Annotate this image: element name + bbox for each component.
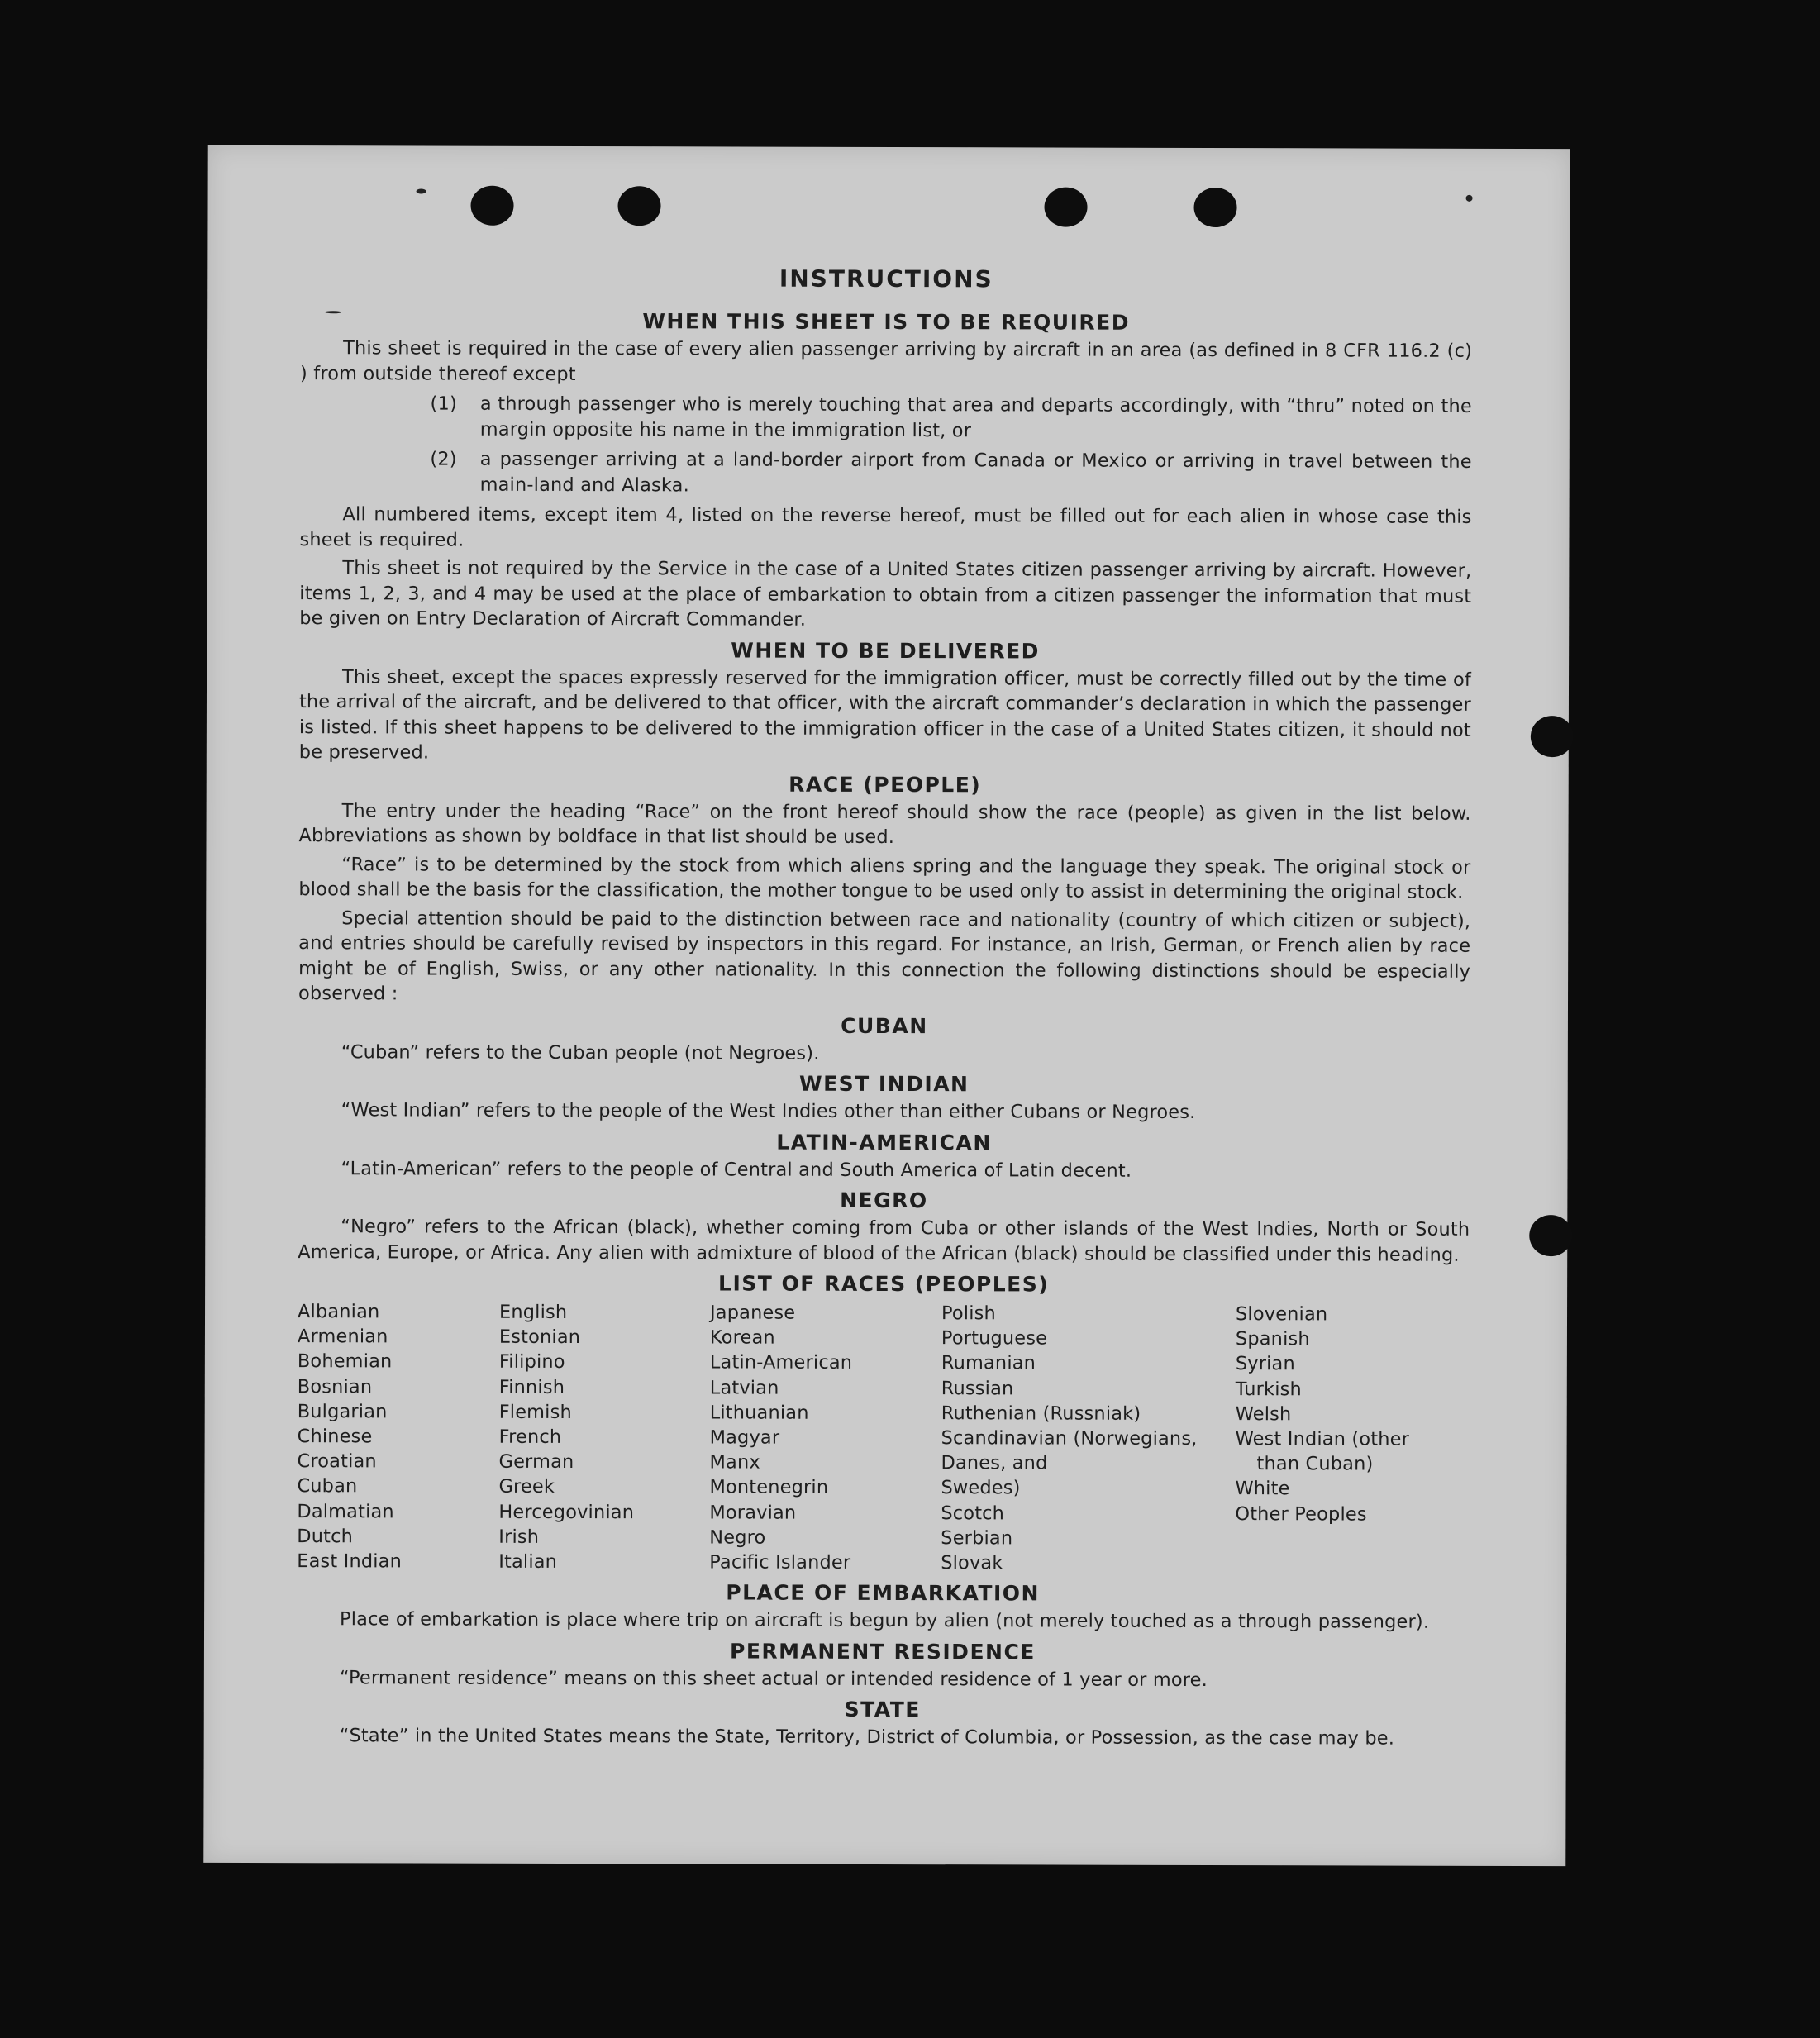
race-entry: Pacific Islander — [709, 1551, 851, 1574]
race-entry: Irish — [498, 1526, 540, 1548]
race-entry: Croatian — [297, 1450, 377, 1473]
section-heading: RACE (PEOPLE) — [789, 772, 982, 797]
instructions-body — [297, 261, 1473, 1755]
race-entry: Bulgarian — [297, 1400, 388, 1423]
race-entry: Bosnian — [297, 1375, 373, 1398]
race-entry: Turkish — [1235, 1378, 1302, 1400]
races-column — [297, 1299, 499, 1574]
page-title: INSTRUCTIONS — [779, 264, 993, 293]
race-entry: Other Peoples — [1235, 1502, 1367, 1526]
section-heading: CUBAN — [841, 1013, 928, 1038]
section-heading: WHEN THIS SHEET IS TO BE REQUIRED — [642, 309, 1131, 335]
race-entry: Latin-American — [709, 1351, 853, 1374]
punch-hole — [470, 186, 513, 226]
race-entry: Magyar — [709, 1426, 780, 1449]
race-entry: Polish — [941, 1302, 996, 1325]
paragraph: This sheet, except the spaces expressly reserved for the immigration officer, must be correctly filled out by the time of the arrival of the aircraft, and be delivered to that officer, with the aircraft commander’s declaration in which the passenger is listed. If this sheet happens to be delivered to the immigration officer in the case of a United States citizen, it should not be preserved. — [298, 665, 1472, 764]
paragraph: “Cuban” refers to the Cuban people (not Negroes). — [341, 1040, 820, 1064]
race-entry: English — [498, 1301, 568, 1323]
race-entry: Finnish — [498, 1376, 565, 1398]
race-entry: Serbian — [941, 1527, 1013, 1550]
paragraph: This sheet is not required by the Service in the case of a United States citizen passenger arriving by aircraft. However, items 1, 2, 3, and 4 may be used at the place of embarkation to obtain from a citizen passenger the information that must be given on Entry Declaration of Aircraft Commander. — [299, 557, 1472, 631]
race-entry: Flemish — [498, 1401, 572, 1423]
race-entry: Italian — [498, 1550, 558, 1573]
race-entry: Hercegovinian — [498, 1501, 635, 1523]
section-heading: WEST INDIAN — [798, 1071, 970, 1097]
section-heading: WHEN TO BE DELIVERED — [731, 638, 1040, 663]
paragraph: All numbered items, except item 4, listed on the reverse hereof, must be filled out for each alien in whose case this sheet is required. — [299, 503, 1472, 551]
races-column — [709, 1300, 941, 1575]
section-heading: NEGRO — [840, 1188, 928, 1213]
punch-hole — [1193, 188, 1236, 227]
race-entry: Danes, and — [941, 1452, 1048, 1474]
section-heading: PERMANENT RESIDENCE — [729, 1639, 1036, 1664]
document-page — [203, 145, 1570, 1866]
punch-hole — [1531, 716, 1574, 757]
race-entry: Scotch — [941, 1502, 1005, 1524]
paragraph: “West Indian” refers to the people of the West Indies other than either Cubans or Negroes. — [341, 1099, 1196, 1123]
speck — [1466, 195, 1473, 202]
races-column — [1235, 1302, 1470, 1577]
race-entry: Scandinavian (Norwegians, — [941, 1427, 1198, 1450]
section-heading: STATE — [844, 1698, 921, 1722]
section-heading: LATIN-AMERICAN — [776, 1130, 992, 1155]
race-entry: Cuban — [297, 1475, 358, 1498]
paragraph: “Negro” refers to the African (black), whether coming from Cuba or other islands of the West Indies, North or South America, Europe, or Africa. Any alien with admixture of blood of the African (black) should be classified under this heading. — [298, 1216, 1470, 1266]
punch-hole — [1044, 187, 1087, 226]
race-entry: Lithuanian — [709, 1402, 809, 1424]
races-column — [498, 1300, 710, 1575]
item-text: a through passenger who is merely touching that area and departs accordingly, with “thru” noted on the margin opposite his name in the immigration list, or — [479, 393, 1472, 441]
race-entry: Latvian — [709, 1377, 779, 1399]
race-entry: Syrian — [1235, 1353, 1295, 1375]
item-text: a passenger arriving at a land-border airport from Canada or Mexico or arriving in travel between the main-land and Alaska. — [479, 448, 1472, 496]
race-entry: Korean — [709, 1326, 775, 1349]
item-number: (2) — [430, 448, 457, 470]
paragraph: Place of embarkation is place where trip on aircraft is begun by alien (not merely touched as a through passenger). — [340, 1608, 1430, 1633]
section-heading: LIST OF RACES (PEOPLES) — [718, 1271, 1050, 1297]
race-entry: Dalmatian — [297, 1500, 394, 1523]
race-entry: Rumanian — [941, 1352, 1036, 1374]
punch-hole — [617, 186, 660, 226]
item-number: (1) — [430, 393, 457, 415]
race-entry: Welsh — [1235, 1402, 1292, 1426]
race-entry: Filipino — [498, 1351, 565, 1374]
paragraph: This sheet is required in the case of every alien passenger arriving by aircraft in an area (as defined in 8 CFR 116.2 (c) ) from outside thereof except — [299, 337, 1473, 385]
races-list — [297, 1299, 1470, 1577]
race-entry: French — [498, 1426, 562, 1448]
race-entry: Estonian — [498, 1326, 581, 1349]
punch-hole — [1529, 1215, 1572, 1256]
race-entry: Russian — [941, 1377, 1014, 1400]
paragraph: The entry under the heading “Race” on the front hereof should show the race (people) as given in the list below. Abbreviations as shown by boldface in that list should be used. — [298, 799, 1471, 849]
race-entry: German — [498, 1450, 574, 1474]
paragraph: “State” in the United States means the State, Territory, District of Columbia, or Possession, as the case may be. — [339, 1725, 1395, 1750]
list-item — [300, 446, 1472, 500]
race-entry: Swedes) — [941, 1477, 1021, 1499]
speck — [417, 189, 426, 194]
race-entry: East Indian — [297, 1550, 403, 1573]
race-entry: Slovenian — [1235, 1303, 1328, 1326]
paragraph: Special attention should be paid to the distinction between race and nationality (country of which citizen or subject), and entries should be carefully revised by inspectors in this regard. For instance, an Irish, German, or French alien by race might be of English, Swiss, or any other nationality. In this connection the following distinctions should be especially observed : — [298, 907, 1471, 1005]
race-entry: Spanish — [1235, 1328, 1310, 1350]
race-entry: White — [1235, 1478, 1290, 1500]
paragraph: “Race” is to be determined by the stock from which aliens spring and the language they speak. The original stock or blood shall be the basis for the classification, the mother tongue to be used only to assist in determining the original stock. — [298, 853, 1471, 903]
race-entry: Slovak — [941, 1552, 1003, 1574]
section-heading: PLACE OF EMBARKATION — [726, 1580, 1041, 1606]
race-entry: West Indian (other — [1235, 1428, 1410, 1450]
paragraph: “Permanent residence” means on this sheet actual or intended residence of 1 year or more. — [339, 1667, 1208, 1691]
race-entry: Negro — [709, 1526, 766, 1549]
race-entry: Dutch — [297, 1525, 354, 1548]
race-entry: Montenegrin — [709, 1476, 829, 1499]
race-entry: than Cuban) — [1256, 1453, 1374, 1475]
race-entry: Bohemian — [297, 1350, 393, 1373]
race-entry: Greek — [498, 1476, 555, 1498]
races-column — [941, 1301, 1236, 1576]
race-entry: Chinese — [297, 1426, 373, 1448]
paragraph: “Latin-American” refers to the people of Central and South America of Latin decent. — [341, 1157, 1132, 1182]
race-entry: Manx — [709, 1451, 760, 1474]
race-entry: Japanese — [709, 1302, 796, 1324]
race-entry: Albanian — [297, 1301, 380, 1323]
race-entry: Ruthenian (Russniak) — [941, 1402, 1141, 1425]
list-item — [300, 391, 1472, 445]
race-entry: Moravian — [709, 1502, 797, 1524]
race-entry: Portuguese — [941, 1327, 1048, 1350]
race-entry: Armenian — [297, 1326, 388, 1348]
